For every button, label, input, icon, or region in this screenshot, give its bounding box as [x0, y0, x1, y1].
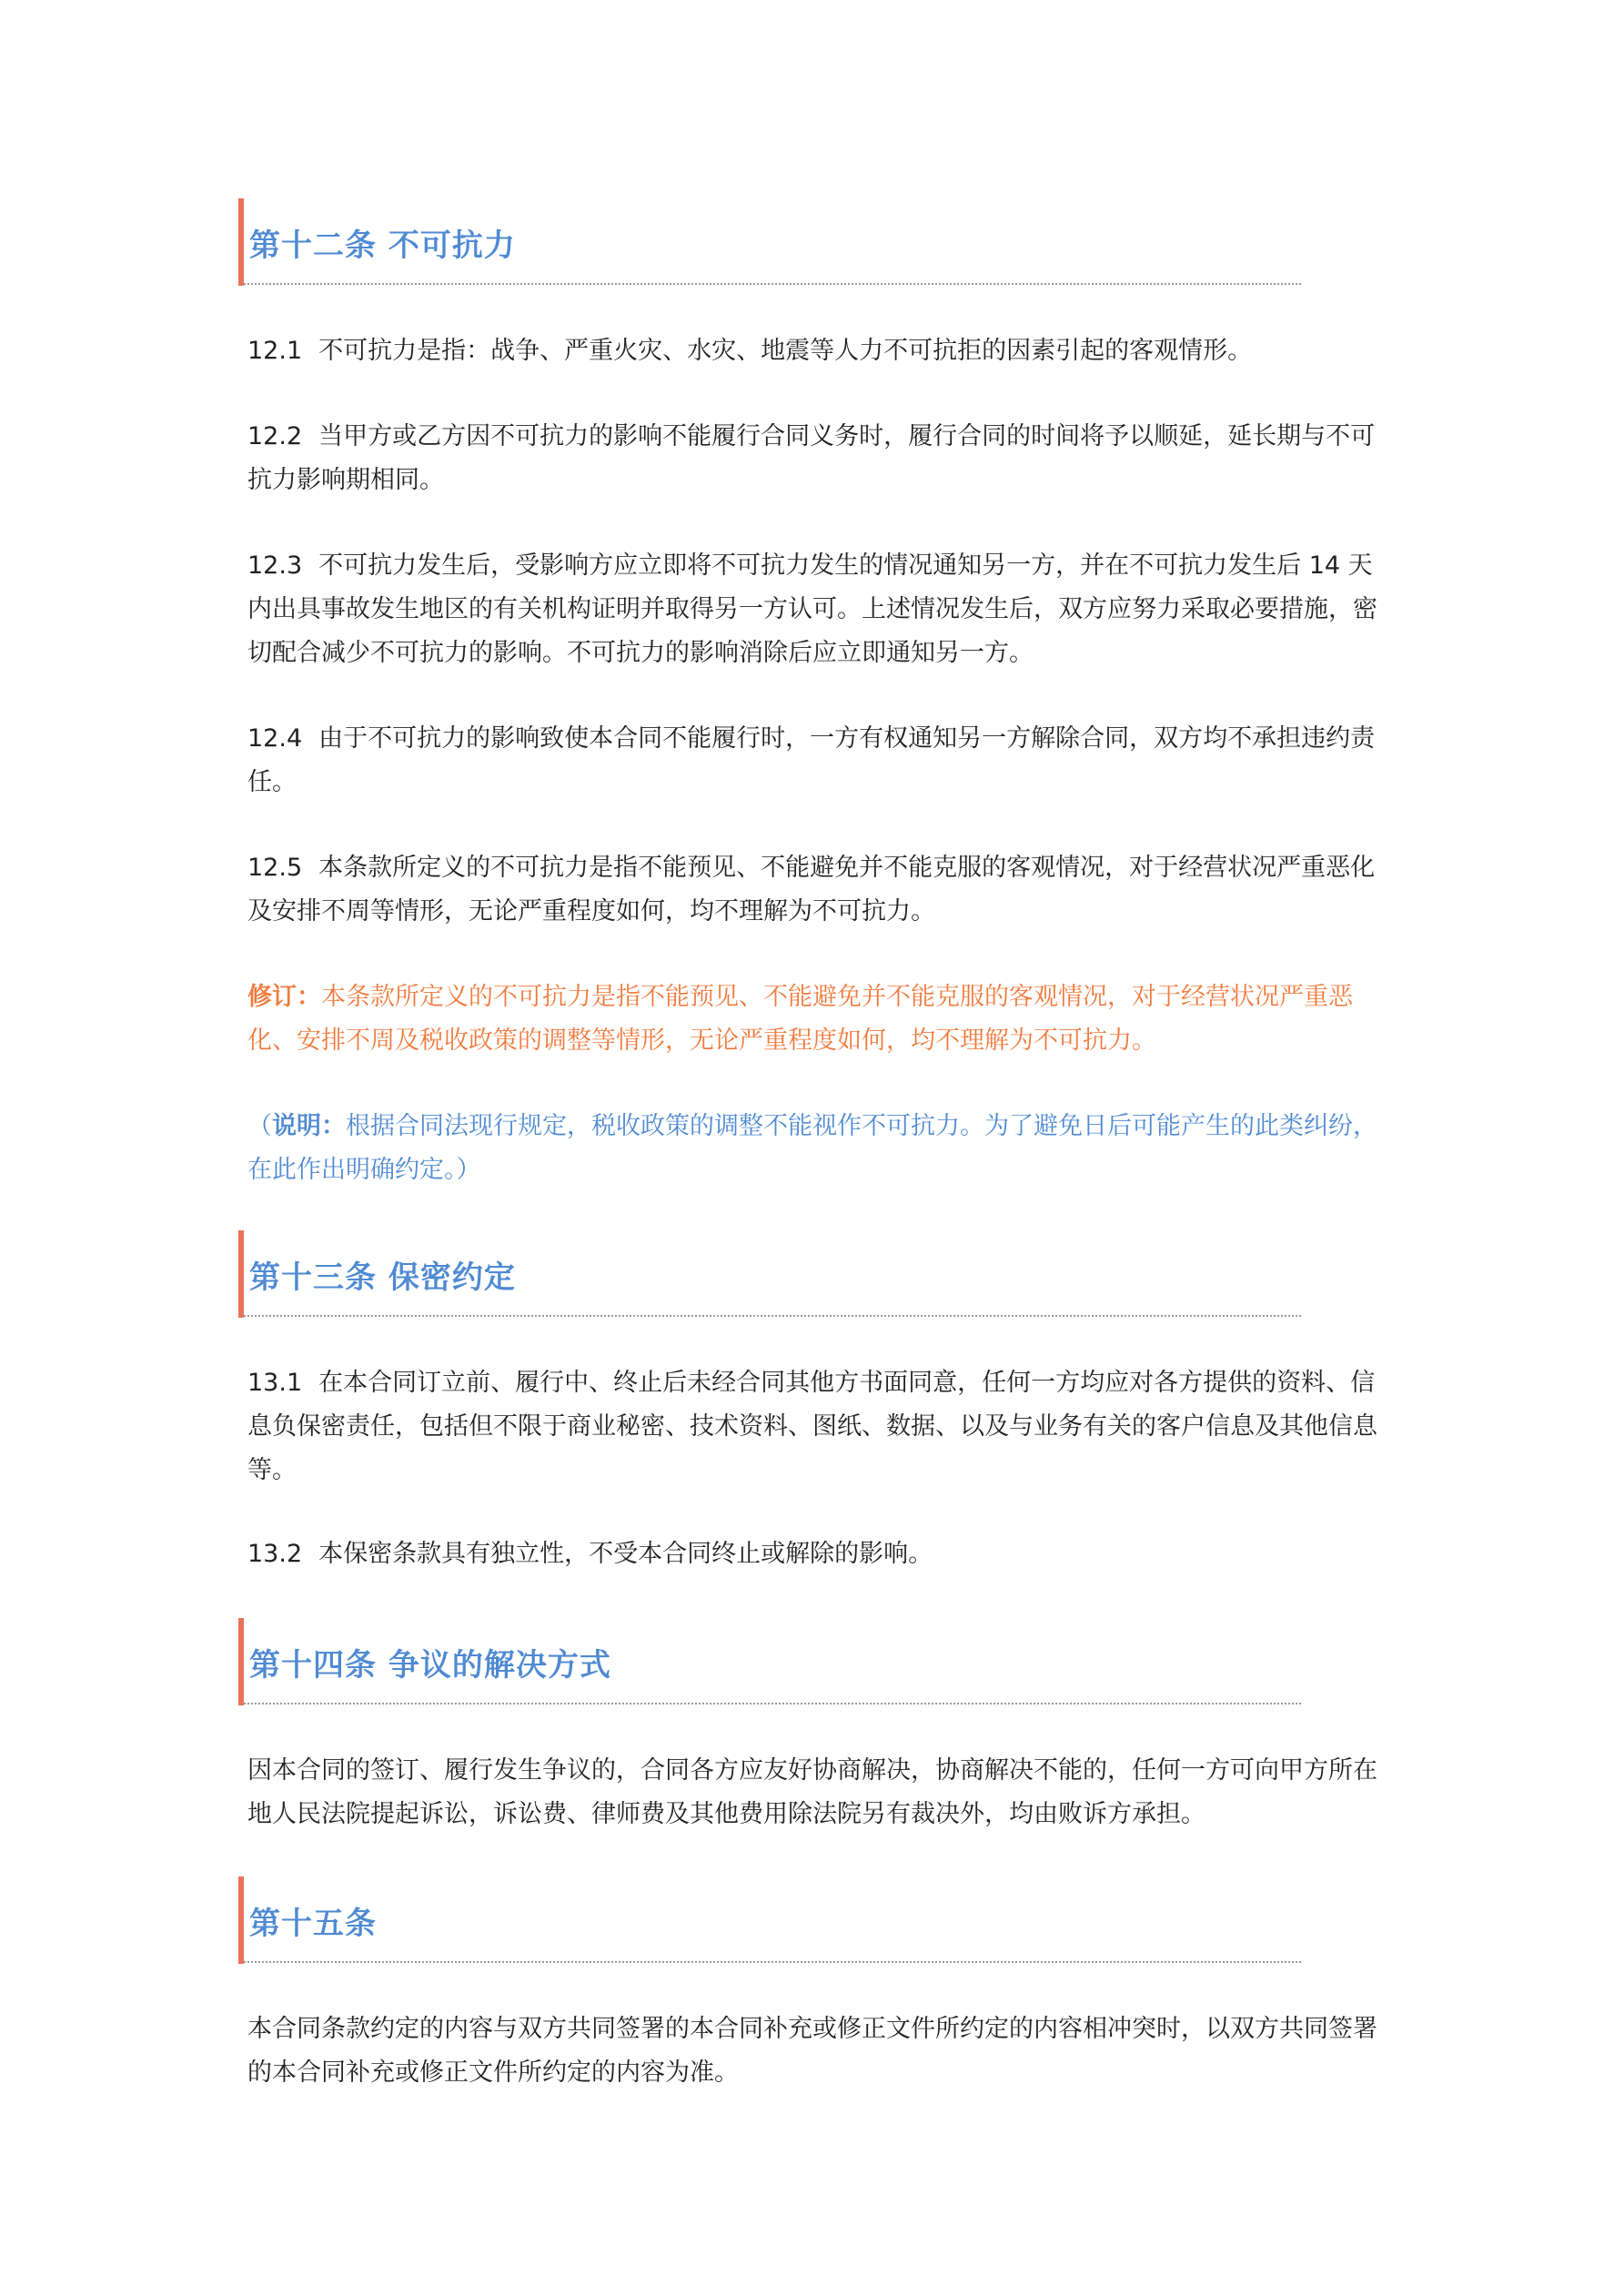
clause-text: 本保密条款具有独立性，不受本合同终止或解除的影响。 — [318, 1540, 933, 1568]
clause-text: 不可抗力是指：战争、严重火灾、水灾、地震等人力不可抗拒的因素引起的客观情形。 — [318, 337, 1253, 365]
section-15-heading — [238, 1876, 1301, 1964]
section-14-title: 第十四条 争议的解决方式 — [249, 1647, 611, 1684]
clause-12-1 — [247, 329, 1394, 373]
revision-label: 修订： — [247, 983, 321, 1011]
heading-accent-bar — [238, 1618, 244, 1705]
clause-text: 本合同条款约定的内容与双方共同签署的本合同补充或修正文件所约定的内容相冲突时，以双方共同签署的本合同补充或修正文件所约定的内容为准。 — [247, 2015, 1377, 2087]
section-14-heading — [238, 1618, 1301, 1705]
clause-number: 12.1 — [247, 337, 303, 365]
clause-number: 13.2 — [247, 1540, 303, 1568]
clause-14-body — [247, 1749, 1394, 1836]
heading-divider — [244, 1703, 1301, 1704]
clause-number: 12.3 — [247, 551, 303, 580]
clause-text: 本条款所定义的不可抗力是指不能预见、不能避免并不能克服的客观情况，对于经营状况严重恶化及安排不周等情形，无论严重程度如何，均不理解为不可抗力。 — [247, 854, 1376, 925]
heading-accent-bar — [238, 1876, 244, 1964]
heading-divider — [244, 1315, 1301, 1317]
clause-number: 12.4 — [247, 724, 303, 753]
section-13-heading — [238, 1230, 1301, 1318]
heading-divider — [244, 283, 1301, 285]
revision-text: 本条款所定义的不可抗力是指不能预见、不能避免并不能克服的客观情况，对于经营状况严重恶化、安排不周及税收政策的调整等情形，无论严重程度如何，均不理解为不可抗力。 — [247, 983, 1353, 1055]
clause-text: 因本合同的签订、履行发生争议的，合同各方应友好协商解决，协商解决不能的，任何一方可向甲方所在地人民法院提起诉讼，诉讼费、律师费及其他费用除法院另有裁决外，均由败诉方承担。 — [247, 1756, 1377, 1828]
clause-13-1 — [247, 1361, 1394, 1492]
note-open-paren: （ — [247, 1112, 272, 1140]
clause-13-2 — [247, 1532, 1394, 1576]
clause-number: 12.2 — [247, 422, 303, 450]
clause-15-body — [247, 2008, 1394, 2095]
clause-number: 12.5 — [247, 854, 303, 882]
section-15-title: 第十五条 — [249, 1906, 377, 1942]
section-12-heading — [238, 198, 1301, 286]
clause-12-2 — [247, 415, 1394, 502]
clause-text: 在本合同订立前、履行中、终止后未经合同其他方书面同意，任何一方均应对各方提供的资料、信息负保密责任，包括但不限于商业秘密、技术资料、图纸、数据、以及与业务有关的客户信息及其他信息等。 — [247, 1369, 1377, 1484]
clause-text: 不可抗力发生后，受影响方应立即将不可抗力发生的情况通知另一方，并在不可抗力发生后 14 天内出具事故发生地区的有关机构证明并取得另一方认可。上述情况发生后，双方应努力采取必要措施，密切配合减少不可抗力的影响。不可抗力的影响消除后应立即通知另一方。 — [247, 551, 1377, 667]
explanation-note — [247, 1105, 1394, 1192]
heading-divider — [244, 1961, 1301, 1963]
clause-12-5 — [247, 846, 1394, 934]
note-text: 根据合同法现行规定，税收政策的调整不能视作不可抗力。为了避免日后可能产生的此类纠纷，在此作出明确约定。） — [247, 1112, 1377, 1184]
section-12-title: 第十二条 不可抗力 — [249, 228, 516, 264]
heading-accent-bar — [238, 198, 244, 286]
heading-accent-bar — [238, 1230, 244, 1318]
clause-12-3 — [247, 544, 1394, 675]
clause-text: 当甲方或乙方因不可抗力的影响不能履行合同义务时，履行合同的时间将予以顺延，延长期与不可抗力影响期相同。 — [247, 422, 1376, 494]
revision-note — [247, 976, 1394, 1063]
note-label: 说明： — [272, 1112, 346, 1140]
section-13-title: 第十三条 保密约定 — [249, 1259, 516, 1296]
clause-text: 由于不可抗力的影响致使本合同不能履行时，一方有权通知另一方解除合同，双方均不承担违约责任。 — [247, 724, 1376, 796]
clause-number: 13.1 — [247, 1369, 303, 1397]
clause-12-4 — [247, 717, 1394, 804]
